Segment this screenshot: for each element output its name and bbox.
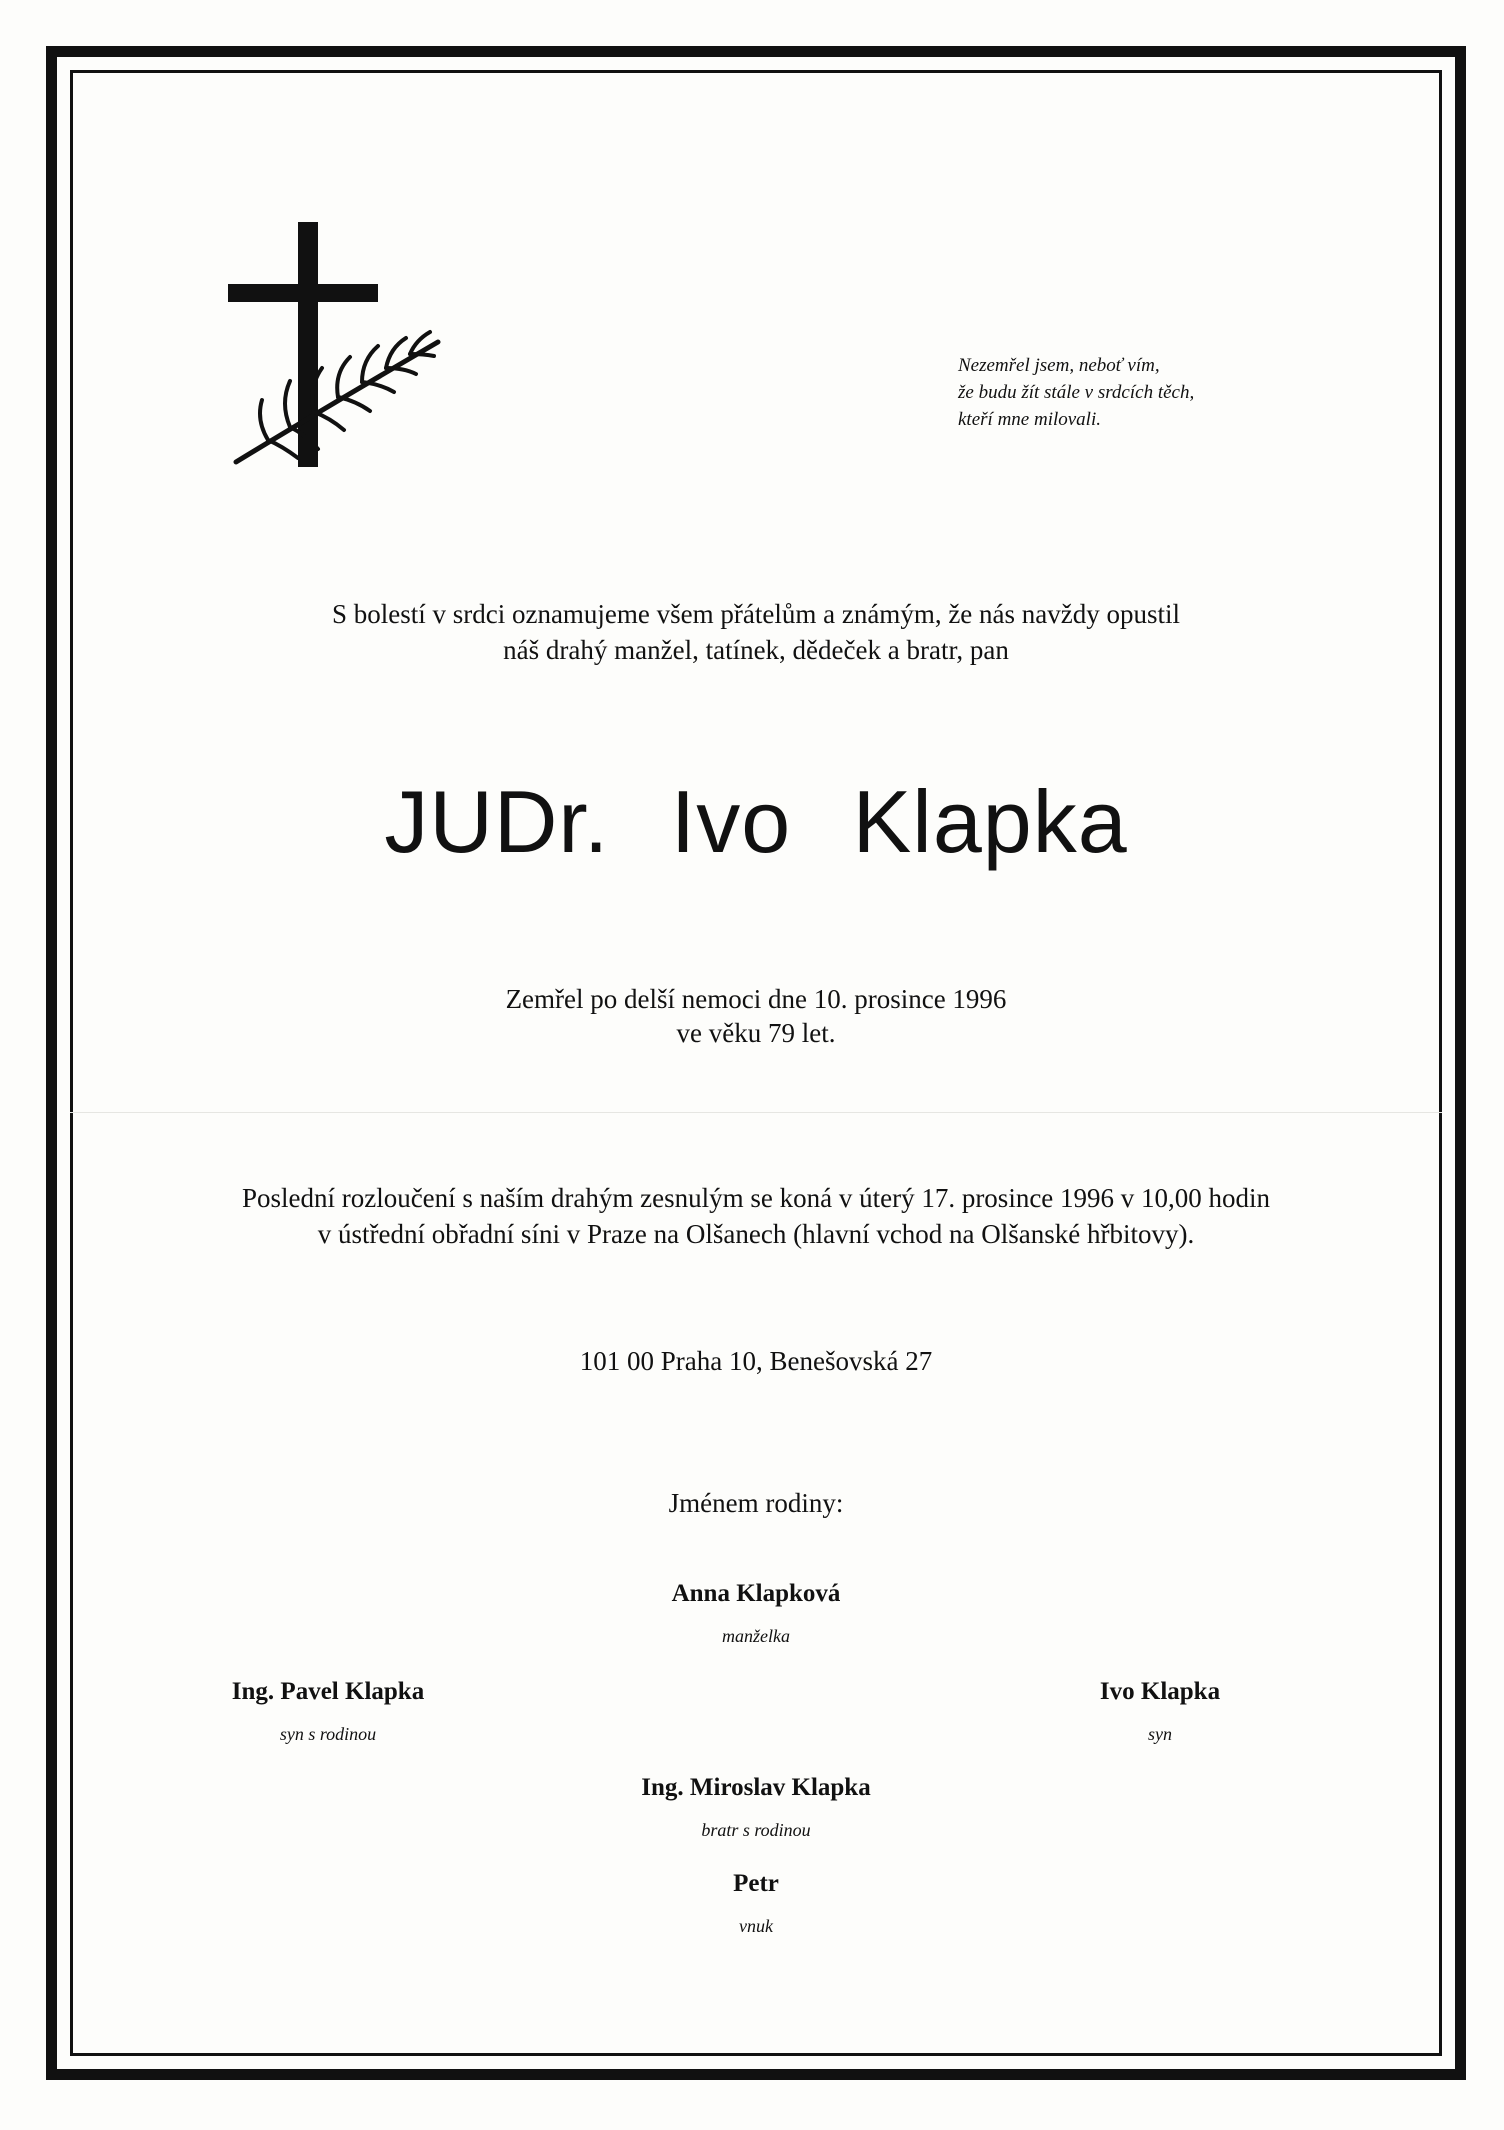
family-label: Jménem rodiny: [668, 1488, 844, 1518]
funeral-info-line: Poslední rozloučení s naším drahým zesnulým se koná v úterý 17. prosince 1996 v 10,00 hodin [241, 1183, 1271, 1213]
cross-vertical-bar [298, 222, 318, 467]
motto-line: že budu žít stále v srdcích těch, [958, 382, 1195, 403]
family-member [930, 1676, 1390, 1746]
motto-line: Nezemřel jsem, neboť vím, [958, 355, 1160, 376]
family-member [98, 1676, 558, 1746]
family-member-relation: syn [1148, 1724, 1172, 1744]
family-member-name: Petr [733, 1870, 779, 1897]
family-address: 101 00 Praha 10, Benešovská 27 [579, 1346, 933, 1376]
announcement-line: S bolestí v srdci oznamujeme všem přátelům a známým, že nás navždy opustil [331, 599, 1181, 629]
family-member-name: Anna Klapková [671, 1580, 841, 1607]
death-info [70, 982, 1442, 1050]
family-member [526, 1868, 986, 1938]
family-member-name: Ivo Klapka [1099, 1678, 1221, 1705]
family-member-relation: syn s rodinou [279, 1724, 377, 1744]
family-member-relation: manželka [722, 1626, 790, 1646]
family-member-relation: bratr s rodinou [701, 1820, 811, 1840]
family-member [526, 1578, 986, 1648]
family-member-relation: vnuk [739, 1916, 773, 1936]
funeral-info [70, 1180, 1442, 1252]
family-member [526, 1772, 986, 1842]
paper-fold-line [70, 1112, 1442, 1113]
family-member-name: Ing. Pavel Klapka [231, 1678, 425, 1705]
motto-quote [958, 352, 1358, 433]
deceased-name: JUDr. Ivo Klapka [384, 772, 1128, 871]
cross-with-palm-branch-icon [228, 222, 528, 472]
announcement-text [70, 596, 1442, 668]
death-info-line: Zemřel po delší nemoci dne 10. prosince 1996 [505, 984, 1007, 1014]
death-info-line: ve věku 79 let. [676, 1018, 836, 1048]
family-member-name: Ing. Miroslav Klapka [641, 1774, 871, 1801]
palm-branch [236, 332, 438, 462]
motto-line: kteří mne milovali. [958, 409, 1101, 430]
cross-horizontal-bar [228, 284, 378, 302]
funeral-info-line: v ústřední obřadní síni v Praze na Olšanech (hlavní vchod na Olšanské hřbitovy). [317, 1219, 1195, 1249]
announcement-line: náš drahý manžel, tatínek, dědeček a bratr, pan [503, 635, 1009, 665]
